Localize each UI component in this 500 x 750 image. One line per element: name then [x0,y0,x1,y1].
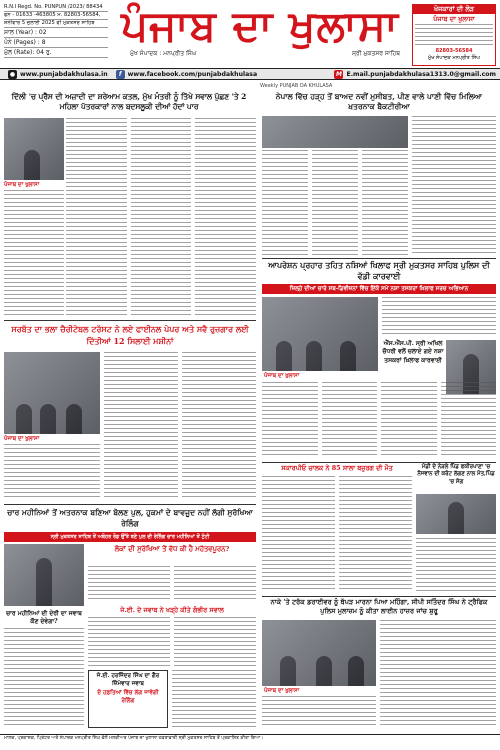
promo-phone: 82803-56584 [435,48,473,55]
reg-number: R.N.I Regd. No. PUNPUN /2023/ 88434 [4,4,108,12]
headline-delay: ਚਾਰ ਮਹੀਨਿਆਂ ਦੀ ਦੇਰੀ ਦਾ ਜਵਾਬ ਕੌਣ ਦੇਵੇਗਾ? [6,610,82,625]
footer-imprint: ਮਾਲਕ, ਪ੍ਰਕਾਸ਼ਕ, ਪ੍ਰਿੰਟਰ ਅਤੇ ਸੰਪਾਦਕ ਮਨਪ੍ਰੀਤ ਸਿੰਘ ਵੱਲੋਂ ਮਲਕੀਅਤ ਪੰਜਾਬ ਦਾ ਖੁਲਾਸਾ ਹਫ਼ਤਾਵਾਰੀ ਸ੍ਰੀ ਮੁਕਤਸਰ ਸਾਹਿਬ ਤੋਂ ਪ੍ਰਕਾਸ਼ਿਤ ਕੀਤਾ ਗਿਆ। [0,734,500,750]
headline-truck-driver: ਨਾਕੇ 'ਤੇ ਟਰੱਕ ਡਰਾਈਵਰ ਨੂੰ ਥੱਪੜ ਮਾਰਨਾ ਪਿਆ ਮਹਿੰਗਾ, ਸੀਪੀ ਸਤਿੰਦਰ ਸਿੰਘ ਨੇ ਟ੍ਰੈਫਿਕ ਪੁਲਿਸ ਮੁਲਾਜ਼ਮ ਨੂੰ ਕੀਤਾ ਲਾਈਨ ਹਾਜ਼ਰ ਜਾਂਚ ਸ਼ੁਰੂ [270,598,488,615]
story-press-freedom-col1 [4,190,64,316]
promo-heading2: ਪੰਜਾਬ ਦਾ ਖੁਲਾਸਾ [433,15,475,23]
story-bridge-end [172,670,256,728]
headline-scorpio: ਸਕਾਰਪੀਓ ਚਾਲਕ ਨੇ 85 ਸਾਲਾ ਬਜ਼ੁਰਗ ਦੀ ਮੌਤ [281,464,393,472]
promo-text [415,24,493,46]
contact-bar [0,68,500,80]
byline-3: ਪੰਜਾਬ ਦਾ ਖੁਲਾਸਾ [264,373,300,379]
photo-police-raid [262,297,378,371]
photo-journalists [4,118,64,180]
newspaper-title: ਪੰਜਾਬ ਦਾ ਖੁਲਾਸਾ [121,1,399,50]
story-public-safety [88,566,256,602]
mail-icon: M [335,70,342,78]
globe-icon: ● [9,70,16,78]
masthead-subline [130,50,400,58]
photo-nepal-flood [262,116,408,148]
photo-traffic-police [262,620,376,686]
email-link[interactable]: M E.mail.punjabdakhulasa1313.0@gmail.com [335,70,496,78]
story-sarbat [104,352,256,500]
story-electrocution [416,538,496,592]
story-prahar [262,382,496,458]
photo-sewing-machines [4,352,100,434]
headline-operation-prahar: ਆਪਰੇਸ਼ਨ ਪ੍ਰਹਾਰ ਤਹਿਤ ਨਸ਼ਿਆਂ ਖਿਲਾਫ ਸ੍ਰੀ ਮੁਕਤਸਰ ਸਾਹਿਬ ਪੁਲਿਸ ਦੀ ਵੱਡੀ ਕਾਰਵਾਈ [268,260,490,281]
story-nepal-right [412,116,496,256]
facebook-icon: f [116,70,125,79]
byline-2: ਪੰਜਾਬ ਦਾ ਖੁਲਾਸਾ [4,436,40,442]
story-nepal [262,150,408,256]
byline-4: ਪੰਜਾਬ ਦਾ ਖੁਲਾਸਾ [264,688,300,694]
phone-number: ਫੋਨ - 01633 -463805 ਮੋ. 82803-56584, [4,12,108,20]
photo-official [4,544,84,606]
story-truck-left [262,696,376,728]
promo-footer: ਮੁੱਖ ਸੰਪਾਦਕ ਮਨਪ੍ਰੀਤ ਸਿੰਘ [427,54,481,61]
story-je-answer [88,617,256,667]
headline-electrocution: ਮੰਡੀ ਦੇ ਨੇੜਲੇ ਪਿੰਡ ਫਕੀਰਪਾਣਾ 'ਚ ਨੌਜਵਾਨ ਦੀ ਕਰੰਟ ਲੱਗਣ ਨਾਲ ਮੌਤ,ਪਿੰਡ 'ਚ ਸੋਗ [417,464,495,485]
headline-sarbat-trust: ਸਰਬੱਤ ਦਾ ਭਲਾ ਚੈਰੀਟੇਬਲ ਟਰੱਸਟ ਨੇ ਲਏ ਫਾਈਨਲ ਪੇਪਰ ਅਤੇ ਸਵੈ ਰੁਜ਼ਗਾਰ ਲਈ ਦਿੱਤੀਆਂ 12 ਸਿਲਾਈ ਮਸ਼ੀਨਾਂ [11,324,249,346]
story-delay [4,628,84,728]
story-sarbat-col1 [4,444,100,500]
issue-price: ਮੁੱਲ (Rate): 04 ਰੁ. [4,48,108,58]
publication-place: ਸ੍ਰੀ ਮੁਕਤਸਰ ਸਾਹਿਬ [351,50,400,57]
quote-je: ਜੇ.ਈ. ਹਰਜਿੰਦਰ ਸਿੰਘ ਦਾ ਗੈਰ ਜ਼ਿੰਮੇਵਾਰ ਜਵਾਬ [96,673,160,687]
weekly-label: Weekly PUNJAB DA KHULASA [260,83,333,89]
story-prahar-top [382,297,496,337]
quote-railing: ਦੋ ਹਫ਼ਤਿਆਂ ਵਿੱਚ ਲੱਗ ਜਾਵੇਗੀ ਰੇਲਿੰਗ [97,690,159,704]
editor-name: ਮੁੱਖ ਸੰਪਾਦਕ : ਮਨਪ੍ਰੀਤ ਸਿੰਘ [130,50,197,57]
quote-box-je [88,670,168,728]
facebook-link[interactable]: f www.facebook.com/punjabdakhulasa [116,70,258,79]
headline-ssp-action: ਐੱਸ.ਐੱਸ.ਪੀ. ਸ੍ਰੀ ਅਖਿਲ ਚੌਧਰੀ ਵਲੋਂ ਚਲਾਏ ਗਏ ਨਸ਼ਾ ਤਸਕਰਾਂ ਖ਼ਿਲਾਫ ਕਾਰਵਾਈ [382,340,444,364]
masthead-info [4,4,108,68]
issue-date: ਸ਼ਨੀਵਾਰ 5 ਜੁਲਾਈ 2025 ਵੀ ਮੁਕਤਸਰ ਸਾਹਿਬ [4,20,108,28]
issue-year: ਸਾਲ (Year) : 02 [4,28,108,38]
band-bridge: ਸ੍ਰੀ ਮੁਕਤਸਰ ਸਾਹਿਬ ਤੋਂ ਅਬੋਹਰ ਰੋਡ ਉੱਤੇ ਬਣੇ ਪੁਲ ਦੀ ਰੇਲਿੰਗ ਚਾਰ ਮਹੀਨਿਆਂ ਤੋਂ ਟੁੱਟੀ [4,532,256,542]
headline-public-safety: ਲੋਕਾਂ ਦੀ ਸੁਰੱਖਿਆ ਤੋਂ ਵੱਧ ਕੀ ਹੈ ਮਹੱਤਵਪੂਰਨ? [114,545,230,553]
headline-press-freedom: ਦਿੱਲੀ 'ਚ ਪ੍ਰੈੱਸ ਦੀ ਅਜ਼ਾਦੀ ਦਾ ਸ਼ਰੇਆਮ ਕਤਲ, ਮੁੱਖ ਮੰਤਰੀ ਨੂੰ ਤਿੱਖੇ ਸਵਾਲ ਪੁੱਛਣ 'ਤੇ 2 ਮਹਿਲਾ ਪੱਤਰਕਾਰਾਂ ਨਾਲ ਬਦਸਲੂਕੀ ਦੀਆਂ ਹੱਦਾਂ ਪਾਰ [11,92,247,111]
promo-box [412,4,496,66]
story-truck-right [380,620,496,728]
photo-youth [416,494,496,534]
story-press-freedom [66,118,256,316]
subhead-search-drive: ਜ਼ਿਲ੍ਹੇ ਦੀਆਂ ਚਾਰੇ ਸਬ-ਡਿਵੀਜ਼ਨਾਂ ਵਿੱਚ ਇੱਕੋ ਸਮੇਂ ਨਸ਼ਾ ਤਸਕਰਾਂ ਖ਼ਿਲਾਫ ਸਰਚ ਅਭਿਆਨ [262,284,496,294]
headline-bridge: ਚਾਰ ਮਹੀਨਿਆਂ ਤੋਂ ਅਤਰਨਾਕ ਬਣਿਆ ਬੋਲਣ ਪੁਲ, ਹੁਕਮਾਂ ਦੇ ਬਾਵਜੂਦ ਨਹੀਂ ਲੱਗੀ ਸੁਰੱਖਿਆ ਰੇਲਿੰਗ [7,508,253,528]
byline: ਪੰਜਾਬ ਦਾ ਖੁਲਾਸਾ [4,182,40,188]
story-scorpio [262,476,412,592]
headline-nepal: ਨੇਪਾਲ ਵਿੱਚ ਹੜ੍ਹ ਤੋਂ ਬਾਅਦ ਨਵੀਂ ਮੁਸੀਬਤ, ਪੀਣ ਵਾਲੇ ਪਾਣੀ ਵਿੱਚ ਮਿਲਿਆ ਖ਼ਤਰਨਾਕ ਬੈਕਟੀਰੀਆ [275,92,483,111]
promo-heading: ਖੋਜਕਾਰਾਂ ਦੀ ਲੋੜ [413,5,495,14]
issue-pages: ਪੰਨੇ (Pages) : 8 [4,38,108,48]
headline-je-answer: ਜੇ.ਈ. ਦੇ ਜਵਾਬ ਨੇ ਖੜ੍ਹੇ ਕੀਤੇ ਗੰਭੀਰ ਸਵਾਲ [120,606,224,614]
website-link[interactable]: ● www.punjabdakhulasa.in [9,70,108,78]
